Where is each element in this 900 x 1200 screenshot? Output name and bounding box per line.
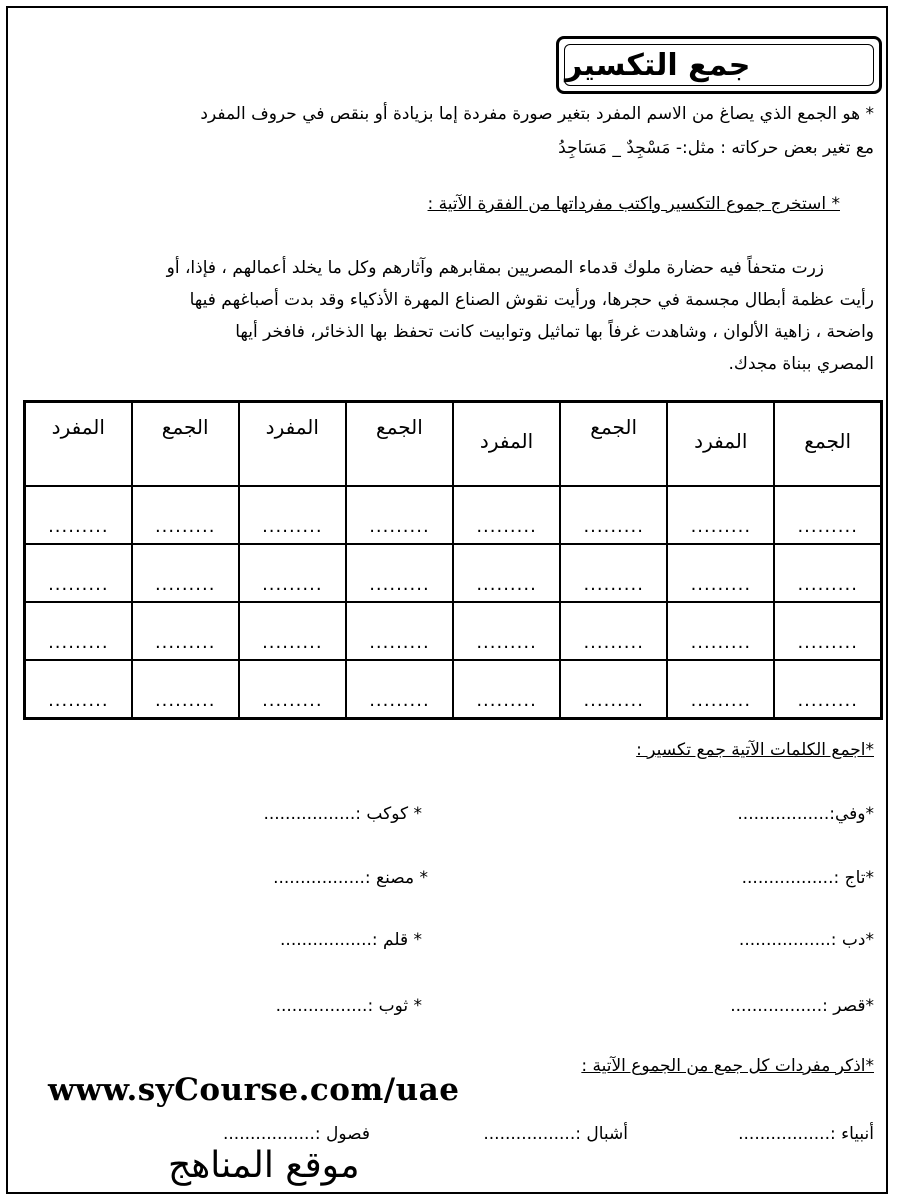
answer-blank[interactable]: ......... xyxy=(25,602,132,660)
answer-blank[interactable]: ......... xyxy=(774,486,881,544)
table-header-cell: المفرد xyxy=(239,402,346,487)
answer-blank[interactable]: ......... xyxy=(346,486,453,544)
table-header-cell: المفرد xyxy=(453,402,560,487)
table-row xyxy=(25,602,882,660)
table-header-cell: الجمع xyxy=(346,402,453,487)
answer-blank[interactable]: ......... xyxy=(667,544,774,602)
exercise2-item-dub[interactable]: *دب :................. xyxy=(738,930,874,950)
answer-blank[interactable]: ......... xyxy=(453,486,560,544)
paragraph-line-4: المصري ببناة مجدك. xyxy=(728,354,874,374)
answer-blank[interactable]: ......... xyxy=(560,544,667,602)
exercise1-instruction: * استخرج جموع التكسير واكتب مفرداتها من الفقرة الآتية : xyxy=(427,194,840,214)
answer-blank[interactable]: ......... xyxy=(667,486,774,544)
answer-blank[interactable]: ......... xyxy=(346,660,453,719)
exercise2-item-qasr[interactable]: *قصر :................. xyxy=(730,996,874,1016)
answer-blank[interactable]: ......... xyxy=(239,544,346,602)
answer-blank[interactable]: ......... xyxy=(453,660,560,719)
answer-blank[interactable]: ......... xyxy=(774,544,881,602)
answer-blank[interactable]: ......... xyxy=(25,660,132,719)
answer-blank[interactable]: ......... xyxy=(239,486,346,544)
paragraph-line-2: رأيت عظمة أبطال مجسمة في حجرها، ورأيت نقوش الصناع المهرة الأذكياء وقد بدت أصباغهم فيها xyxy=(189,290,874,310)
answer-blank[interactable]: ......... xyxy=(25,486,132,544)
table-header-cell: الجمع xyxy=(132,402,239,487)
table-header-cell: الجمع xyxy=(560,402,667,487)
paragraph-line-1: زرت متحفاً فيه حضارة ملوك قدماء المصريين بمقابرهم وآثارهم وكل ما يخلد أعمالهم ، فإذا، أو xyxy=(166,258,824,278)
table-row xyxy=(25,660,882,719)
exercise3-instruction: *اذكر مفردات كل جمع من الجموع الآتية : xyxy=(581,1056,874,1076)
answer-blank[interactable]: ......... xyxy=(453,544,560,602)
table-row xyxy=(25,486,882,544)
table-header-cell: المفرد xyxy=(25,402,132,487)
exercise2-item-qalam[interactable]: * قلم :................. xyxy=(280,930,422,950)
exercise2-instruction: *اجمع الكلمات الآتية جمع تكسير : xyxy=(636,740,874,760)
answer-blank[interactable]: ......... xyxy=(774,602,881,660)
answer-blank[interactable]: ......... xyxy=(132,602,239,660)
answer-blank[interactable]: ......... xyxy=(239,660,346,719)
answer-blank[interactable]: ......... xyxy=(560,660,667,719)
answer-blank[interactable]: ......... xyxy=(774,660,881,719)
exercise3-item-anbiya[interactable]: أنبياء :................. xyxy=(738,1124,874,1144)
answer-blank[interactable]: ......... xyxy=(667,660,774,719)
watermark-site-name: موقع المناهج xyxy=(168,1145,360,1186)
answer-blank[interactable]: ......... xyxy=(453,602,560,660)
exercise2-item-kawkab[interactable]: * كوكب :................. xyxy=(263,804,422,824)
watermark-url: www.syCourse.com/uae xyxy=(48,1072,460,1108)
answer-blank[interactable]: ......... xyxy=(132,660,239,719)
answer-blank[interactable]: ......... xyxy=(346,602,453,660)
exercise2-item-masna[interactable]: * مصنع :................. xyxy=(273,868,428,888)
table-row xyxy=(25,544,882,602)
table-header-row xyxy=(25,402,882,487)
exercise2-item-wafi[interactable]: *وفي:................. xyxy=(737,804,874,824)
answer-blank[interactable]: ......... xyxy=(560,602,667,660)
answer-blank[interactable]: ......... xyxy=(25,544,132,602)
table-header-cell: المفرد xyxy=(667,402,774,487)
page-title: جمع التكسير xyxy=(564,44,874,86)
exercise3-item-ashbal[interactable]: أشبال :................. xyxy=(483,1124,628,1144)
exercise3-item-fusul[interactable]: فصول :................. xyxy=(223,1124,370,1144)
exercise2-item-thawb[interactable]: * ثوب :................. xyxy=(275,996,422,1016)
answer-blank[interactable]: ......... xyxy=(346,544,453,602)
paragraph-line-3: واضحة ، زاهية الألوان ، وشاهدت غرفاً بها تماثيل وتوابيت كانت تحفظ بها الذخائر، فافخر أيها xyxy=(235,322,874,342)
exercise2-item-taj[interactable]: *تاج :................. xyxy=(741,868,874,888)
answer-blank[interactable]: ......... xyxy=(560,486,667,544)
table-header-cell: الجمع xyxy=(774,402,881,487)
answer-blank[interactable]: ......... xyxy=(667,602,774,660)
answer-blank[interactable]: ......... xyxy=(132,486,239,544)
definition-line-2: مع تغير بعض حركاته : مثل:- مَسْجِدٌ _ مَسَاجِدُ xyxy=(558,138,874,158)
answer-blank[interactable]: ......... xyxy=(132,544,239,602)
definition-line-1: * هو الجمع الذي يصاغ من الاسم المفرد بتغير صورة مفردة إما بزيادة أو بنقص في حروف المفرد xyxy=(200,104,874,124)
title-box xyxy=(556,36,882,94)
plural-singular-table xyxy=(23,400,883,720)
answer-blank[interactable]: ......... xyxy=(239,602,346,660)
